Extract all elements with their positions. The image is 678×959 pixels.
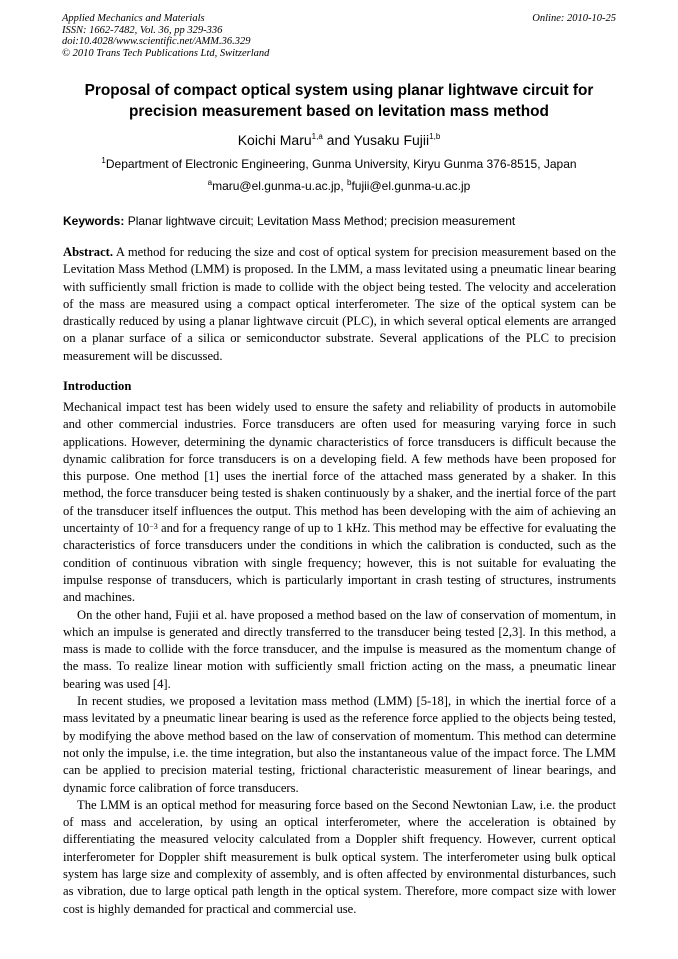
introduction-body xyxy=(63,399,616,918)
keywords xyxy=(63,213,618,229)
affiliation-superscript: 1 xyxy=(101,156,106,165)
email-address[interactable]: maru@el.gunma-u.ac.jp xyxy=(212,179,341,193)
keywords-label: Keywords: xyxy=(63,214,125,228)
exponent: −3 xyxy=(149,522,158,532)
paragraph: In recent studies, we proposed a levitation mass method (LMM) [5-18], in which the inertial force of a mass levitated by a pneumatic linear bearing is used as the reference force applied to the objects being tested, by modifying the above method based on the law of conservation of momentum. This method can determine not only the impulse, i.e. the time integration, but also the instantaneous value of the impact force. The LMM can be applied to precision material testing, frictional characteristic measurement of linear bearings, and dynamic force calibration of force transducers. xyxy=(63,694,616,795)
keywords-text: Planar lightwave circuit; Levitation Mass Method; precision measurement xyxy=(124,214,516,228)
paragraph: The LMM is an optical method for measuring force based on the Second Newtonian Law, i.e. the product of mass and acceleration, by using an optical interferometer, where the acceleration is obtained by differentiating the measured velocity calculated from a Doppler shift frequency. However, current optical interferometer for Doppler shift measurement is bulk optical system. The interferometer using bulk optical system has large size and complexity of assembly, and is often affected by environmental disturbances, such as vibration, due to large optical path length in the optical system. Therefore, more compact size with lower cost is highly demanded for practical and commercial use. xyxy=(63,797,616,916)
paragraph xyxy=(63,399,616,607)
author-superscript: 1,b xyxy=(429,132,441,141)
online-date: Online: 2010-10-25 xyxy=(532,13,616,24)
author-list xyxy=(60,130,618,150)
author-name: Koichi Maru xyxy=(237,132,312,148)
paragraph-text: and for a frequency range of up to 1 kHz. This method may be effective for evaluating the characteristics of force transducers under the conditions in which the calibration is conducted, such as the condition of continuous vibration with single frequency; however, this is not suitable for evaluating the impulse response of transducers, which is particularly important in crash testing of structures, instruments and machines. xyxy=(63,521,616,605)
email-superscript: b xyxy=(347,178,352,187)
author-name: Yusaku Fujii xyxy=(353,132,430,148)
abstract xyxy=(63,244,616,365)
affiliation xyxy=(60,156,618,172)
paragraph-text: Mechanical impact test has been widely used to ensure the safety and reliability of products in automobile and other commercial industries. Force transducers are often used for measuring varying force in such applications. However, determining the dynamic characteristics of force transducers is difficult because the dynamic calibration for force transducers is on a developing field. A few methods have been proposed for this purpose. One method [1] uses the inertial force of the attached mass generated by a shaker. In this method, the force transducer being tested is shaken continuously by a shaker, and the inertial force of the part of the transducer itself influences the output. This method has been developing with the aim of achieving an uncertainty of 10 xyxy=(63,400,616,536)
journal-name: Applied Mechanics and Materials xyxy=(62,13,205,24)
paper-title: Proposal of compact optical system using planar lightwave circuit for precision measurement based on levitation mass method xyxy=(84,82,594,120)
email-separator: , xyxy=(340,179,347,193)
paragraph: On the other hand, Fujii et al. have proposed a method based on the law of conservation of momentum, in which an impulse is generated and directly transferred to the transducer being tested [2,3]. In this method, a mass is made to collide with the force transducer, and the impulse is measured as the momentum change of the mass. To realize linear motion with sufficiently small friction acting on the mass, a pneumatic linear bearing was used [4]. xyxy=(63,607,616,691)
doi-line: doi:10.4028/www.scientific.net/AMM.36.329 xyxy=(62,36,251,47)
email-address[interactable]: fujii@el.gunma-u.ac.jp xyxy=(351,179,471,193)
abstract-text: A method for reducing the size and cost of optical system for precision measurement based on the Levitation Mass Method (LMM) is proposed. In the LMM, a mass levitated using a pneumatic linear bearing with sufficiently small friction is made to collide with the object being tested. The velocity and acceleration of the mass are measured using a compact optical interferometer. The size of the optical system can be drastically reduced by using a planar lightwave circuit (PLC), in which several optical elements are arranged on a planar surface of a silica or semiconductor substrate. Several applications of the PLC to precision measurement will be discussed. xyxy=(63,245,616,363)
email-superscript: a xyxy=(207,178,213,187)
section-heading-introduction: Introduction xyxy=(63,379,132,393)
journal-header xyxy=(62,13,269,59)
author-joiner: and xyxy=(322,132,354,148)
affiliation-text: Department of Electronic Engineering, Gunma University, Kiryu Gunma 376-8515, Japan xyxy=(105,157,577,171)
issn-line: ISSN: 1662-7482, Vol. 36, pp 329-336 xyxy=(62,24,223,36)
author-superscript: 1,a xyxy=(311,132,323,141)
abstract-label: Abstract. xyxy=(63,245,114,259)
copyright-line: © 2010 Trans Tech Publications Ltd, Switzerland xyxy=(62,47,270,59)
email-list xyxy=(60,178,618,194)
